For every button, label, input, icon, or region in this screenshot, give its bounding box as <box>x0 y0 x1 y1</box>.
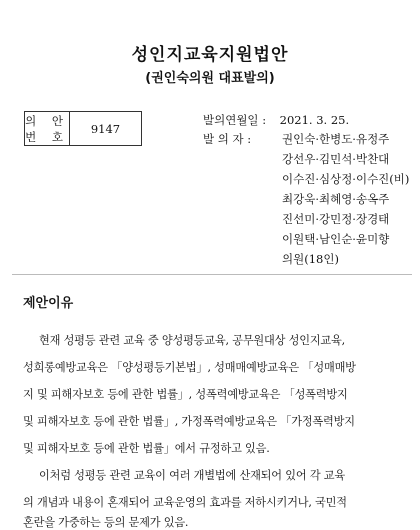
proposal-date-value: 2021. 3. 25. <box>279 113 350 127</box>
paragraph-line: 성희롱예방교육은 「양성평등기본법」, 성매매예방교육은 「성매매방 <box>23 361 356 374</box>
bill-number-label-row2: 번 호 <box>25 129 69 144</box>
paragraph-line: 현재 성평등 관련 교육 중 양성평등교육, 공무원대상 성인지교육, <box>39 334 345 347</box>
sponsor-line: 최강욱·최혜영·송옥주 <box>282 192 390 206</box>
sponsor-line: 권인숙·한병도·유정주 <box>282 132 390 146</box>
proposal-date-line <box>203 112 349 128</box>
sponsor-line: 이원택·남인순·윤미향 <box>282 232 390 246</box>
proposal-date-label: 발의연월일 : <box>203 113 267 127</box>
paragraph-line: 및 피해자보호 등에 관한 법률」에서 규정하고 있음. <box>23 442 270 455</box>
sponsor-line: 강선우·김민석·박찬대 <box>282 152 390 166</box>
section-divider <box>12 274 412 275</box>
sponsor-label: 발 의 자 : <box>203 132 252 146</box>
bill-number-value: 9147 <box>70 112 142 146</box>
sponsor-line: 이수진·심상정·이수진(비) <box>282 172 410 186</box>
section-title: 제안이유 <box>23 296 74 311</box>
paragraph-line: 지 및 피해자보호 등에 관한 법률」, 성폭력예방교육은 「성폭력방지 <box>23 388 348 401</box>
sponsor-line: 진선미·강민정·장경태 <box>282 212 390 226</box>
sponsor-label-line <box>203 131 276 147</box>
sponsor-line: 의원(18인) <box>282 252 339 266</box>
paragraph-line: 이처럼 성평등 관련 교육이 여러 개별법에 산재되어 있어 각 교육 <box>39 469 345 482</box>
bill-number-label <box>25 112 70 146</box>
paragraph-line: 및 피해자보호 등에 관한 법률」, 가정폭력예방교육은 「가정폭력방지 <box>23 415 355 428</box>
bill-number-box <box>24 111 142 146</box>
paragraph-line: 혼란을 가중하는 등의 문제가 있음. <box>23 516 189 529</box>
paragraph-line: 의 개념과 내용이 혼재되어 교육운영의 효과를 저하시키거나, 국민적 <box>23 496 347 509</box>
bill-title: 성인지교육지원법안 <box>131 45 289 65</box>
bill-subtitle: (권인숙의원 대표발의) <box>145 71 275 86</box>
bill-number-label-row1: 의 안 <box>25 113 69 128</box>
